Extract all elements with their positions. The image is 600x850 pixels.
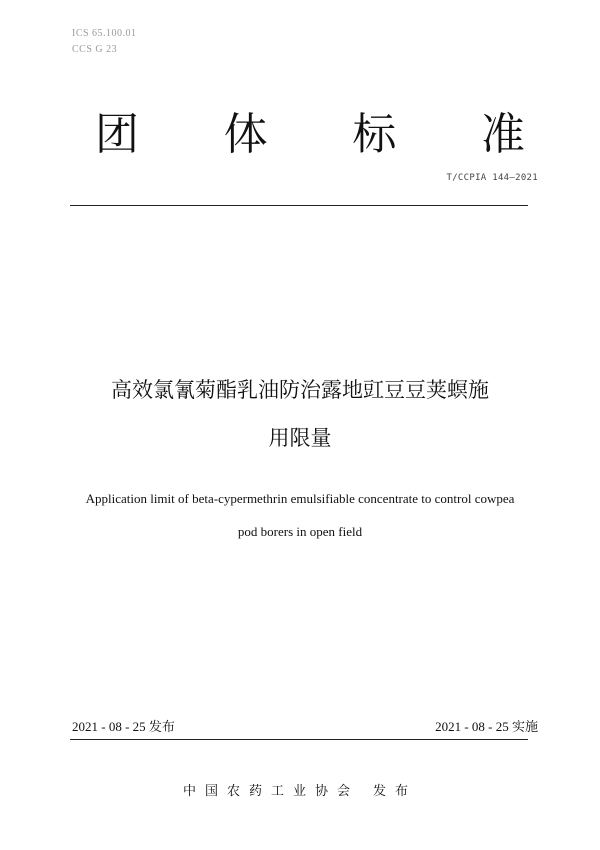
publisher-line bbox=[0, 780, 600, 799]
english-title-line-1: Application limit of beta-cypermethrin emulsifiable concentrate to control cowpea bbox=[85, 491, 515, 506]
ccs-code: CCS G 23 bbox=[72, 44, 118, 55]
standard-type-char: 团 bbox=[95, 109, 139, 160]
ics-code: ICS 65.100.01 bbox=[72, 28, 137, 39]
chinese-title-line-2: 用限量 bbox=[268, 426, 332, 450]
standard-type-title bbox=[95, 110, 525, 160]
top-divider bbox=[70, 205, 528, 206]
implementation-date: 2021 - 08 - 25 实施 bbox=[435, 719, 538, 734]
english-title-line-2: pod borers in open field bbox=[237, 524, 363, 539]
standard-type-char: 准 bbox=[480, 109, 525, 160]
issue-date: 2021 - 08 - 25 发布 bbox=[72, 719, 175, 734]
standard-type-char: 体 bbox=[223, 109, 268, 160]
bottom-divider bbox=[70, 739, 528, 740]
publisher-organization: 中国农药工业协会 bbox=[182, 784, 359, 799]
standard-number: T/CCPIA 144—2021 bbox=[446, 173, 538, 183]
standard-type-char: 标 bbox=[352, 109, 397, 160]
chinese-title-line-1: 高效氯氰菊酯乳油防治露地豇豆豆荚螟施 bbox=[111, 378, 489, 402]
publisher-action: 发布 bbox=[373, 784, 418, 799]
